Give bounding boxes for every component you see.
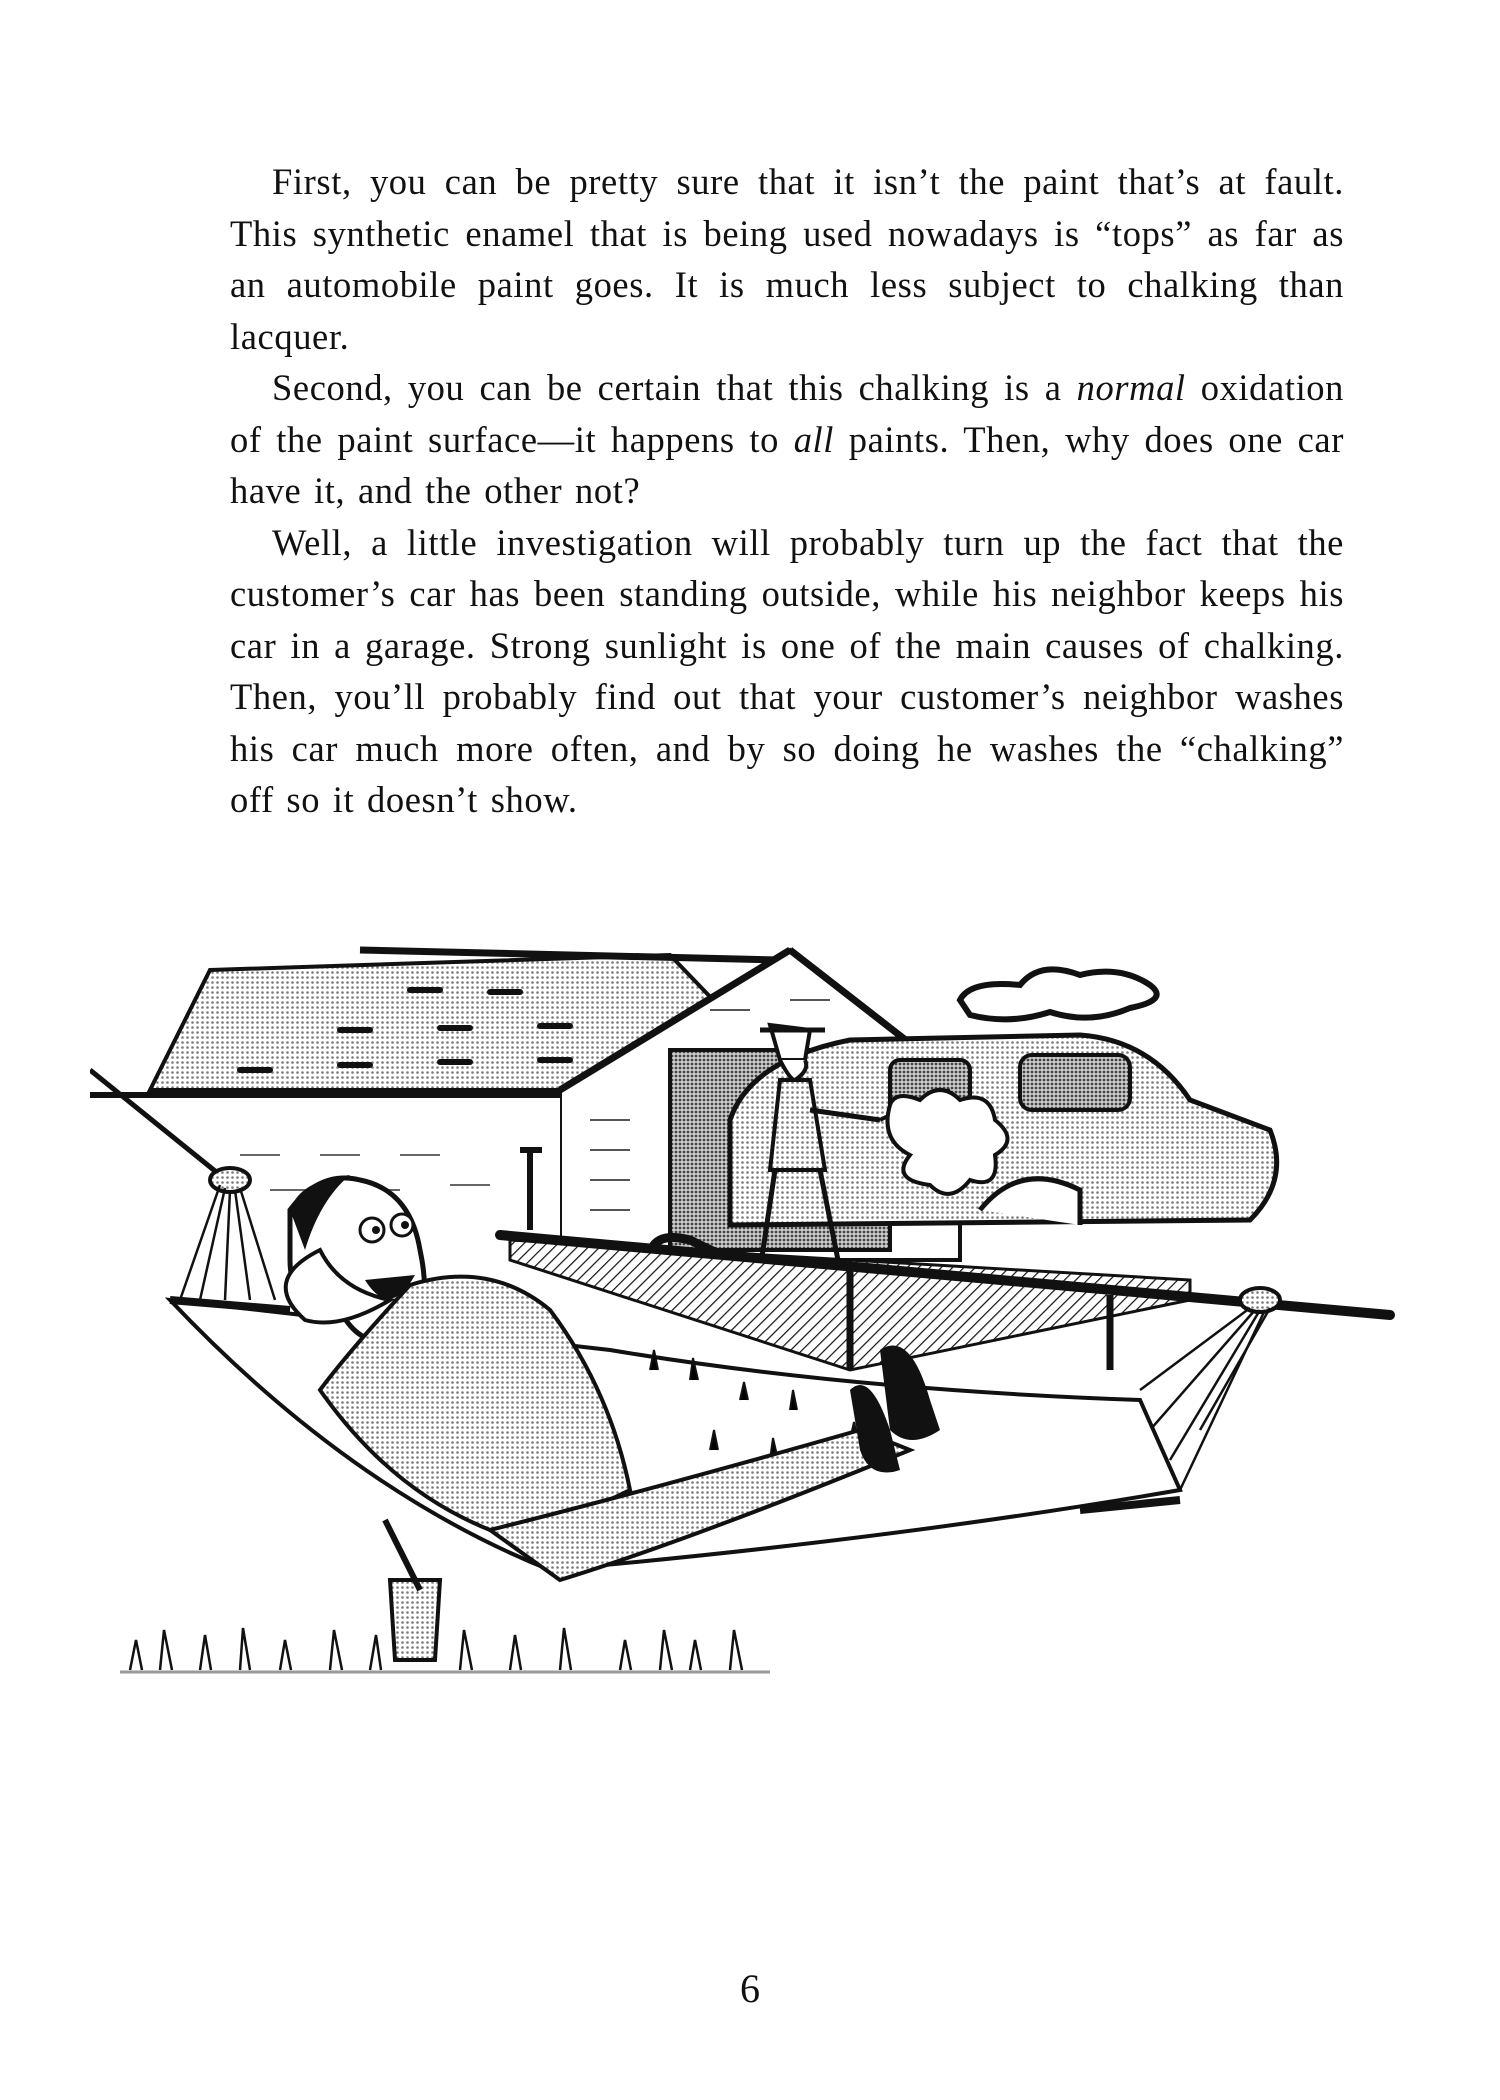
text-segment: oxidation of the paint surface—it happens to [230, 367, 1345, 460]
text-segment: Well, a little investigation will probably turn up the fact that the customer’s car has been standing outside, while his neighbor keeps his car in a garage. Strong sunlight is one of the main causes of chalking. Then, you’ll probably find out that your customer’s neighbor washes his car much more often, and by so doing he washes the “chalking” off so it doesn’t show. [230, 521, 1344, 820]
text-segment: Second, you can be certain that this chalking is a [272, 367, 1077, 408]
cloud [960, 969, 1157, 1019]
page-number: 6 [740, 1966, 760, 2011]
emphasized-word: all [793, 418, 835, 460]
paragraph [230, 517, 1344, 826]
hammock-cartoon-illustration [90, 930, 1420, 1830]
emphasized-word: normal [1076, 367, 1186, 408]
drink-glass [385, 1520, 440, 1660]
text-segment: First, you can be pretty sure that it isn’t the paint that’s at fault. This synthetic enamel that is being used nowadays is “tops” as far as an automobile paint goes. It is much less subject to chalking than lacquer. [230, 161, 1344, 357]
body-text [230, 156, 1344, 826]
paragraph [230, 156, 1344, 362]
text-segment: paints. Then, why does one car have it, and the other not? [230, 418, 1344, 511]
grass [120, 1628, 770, 1672]
paragraph [230, 362, 1344, 517]
